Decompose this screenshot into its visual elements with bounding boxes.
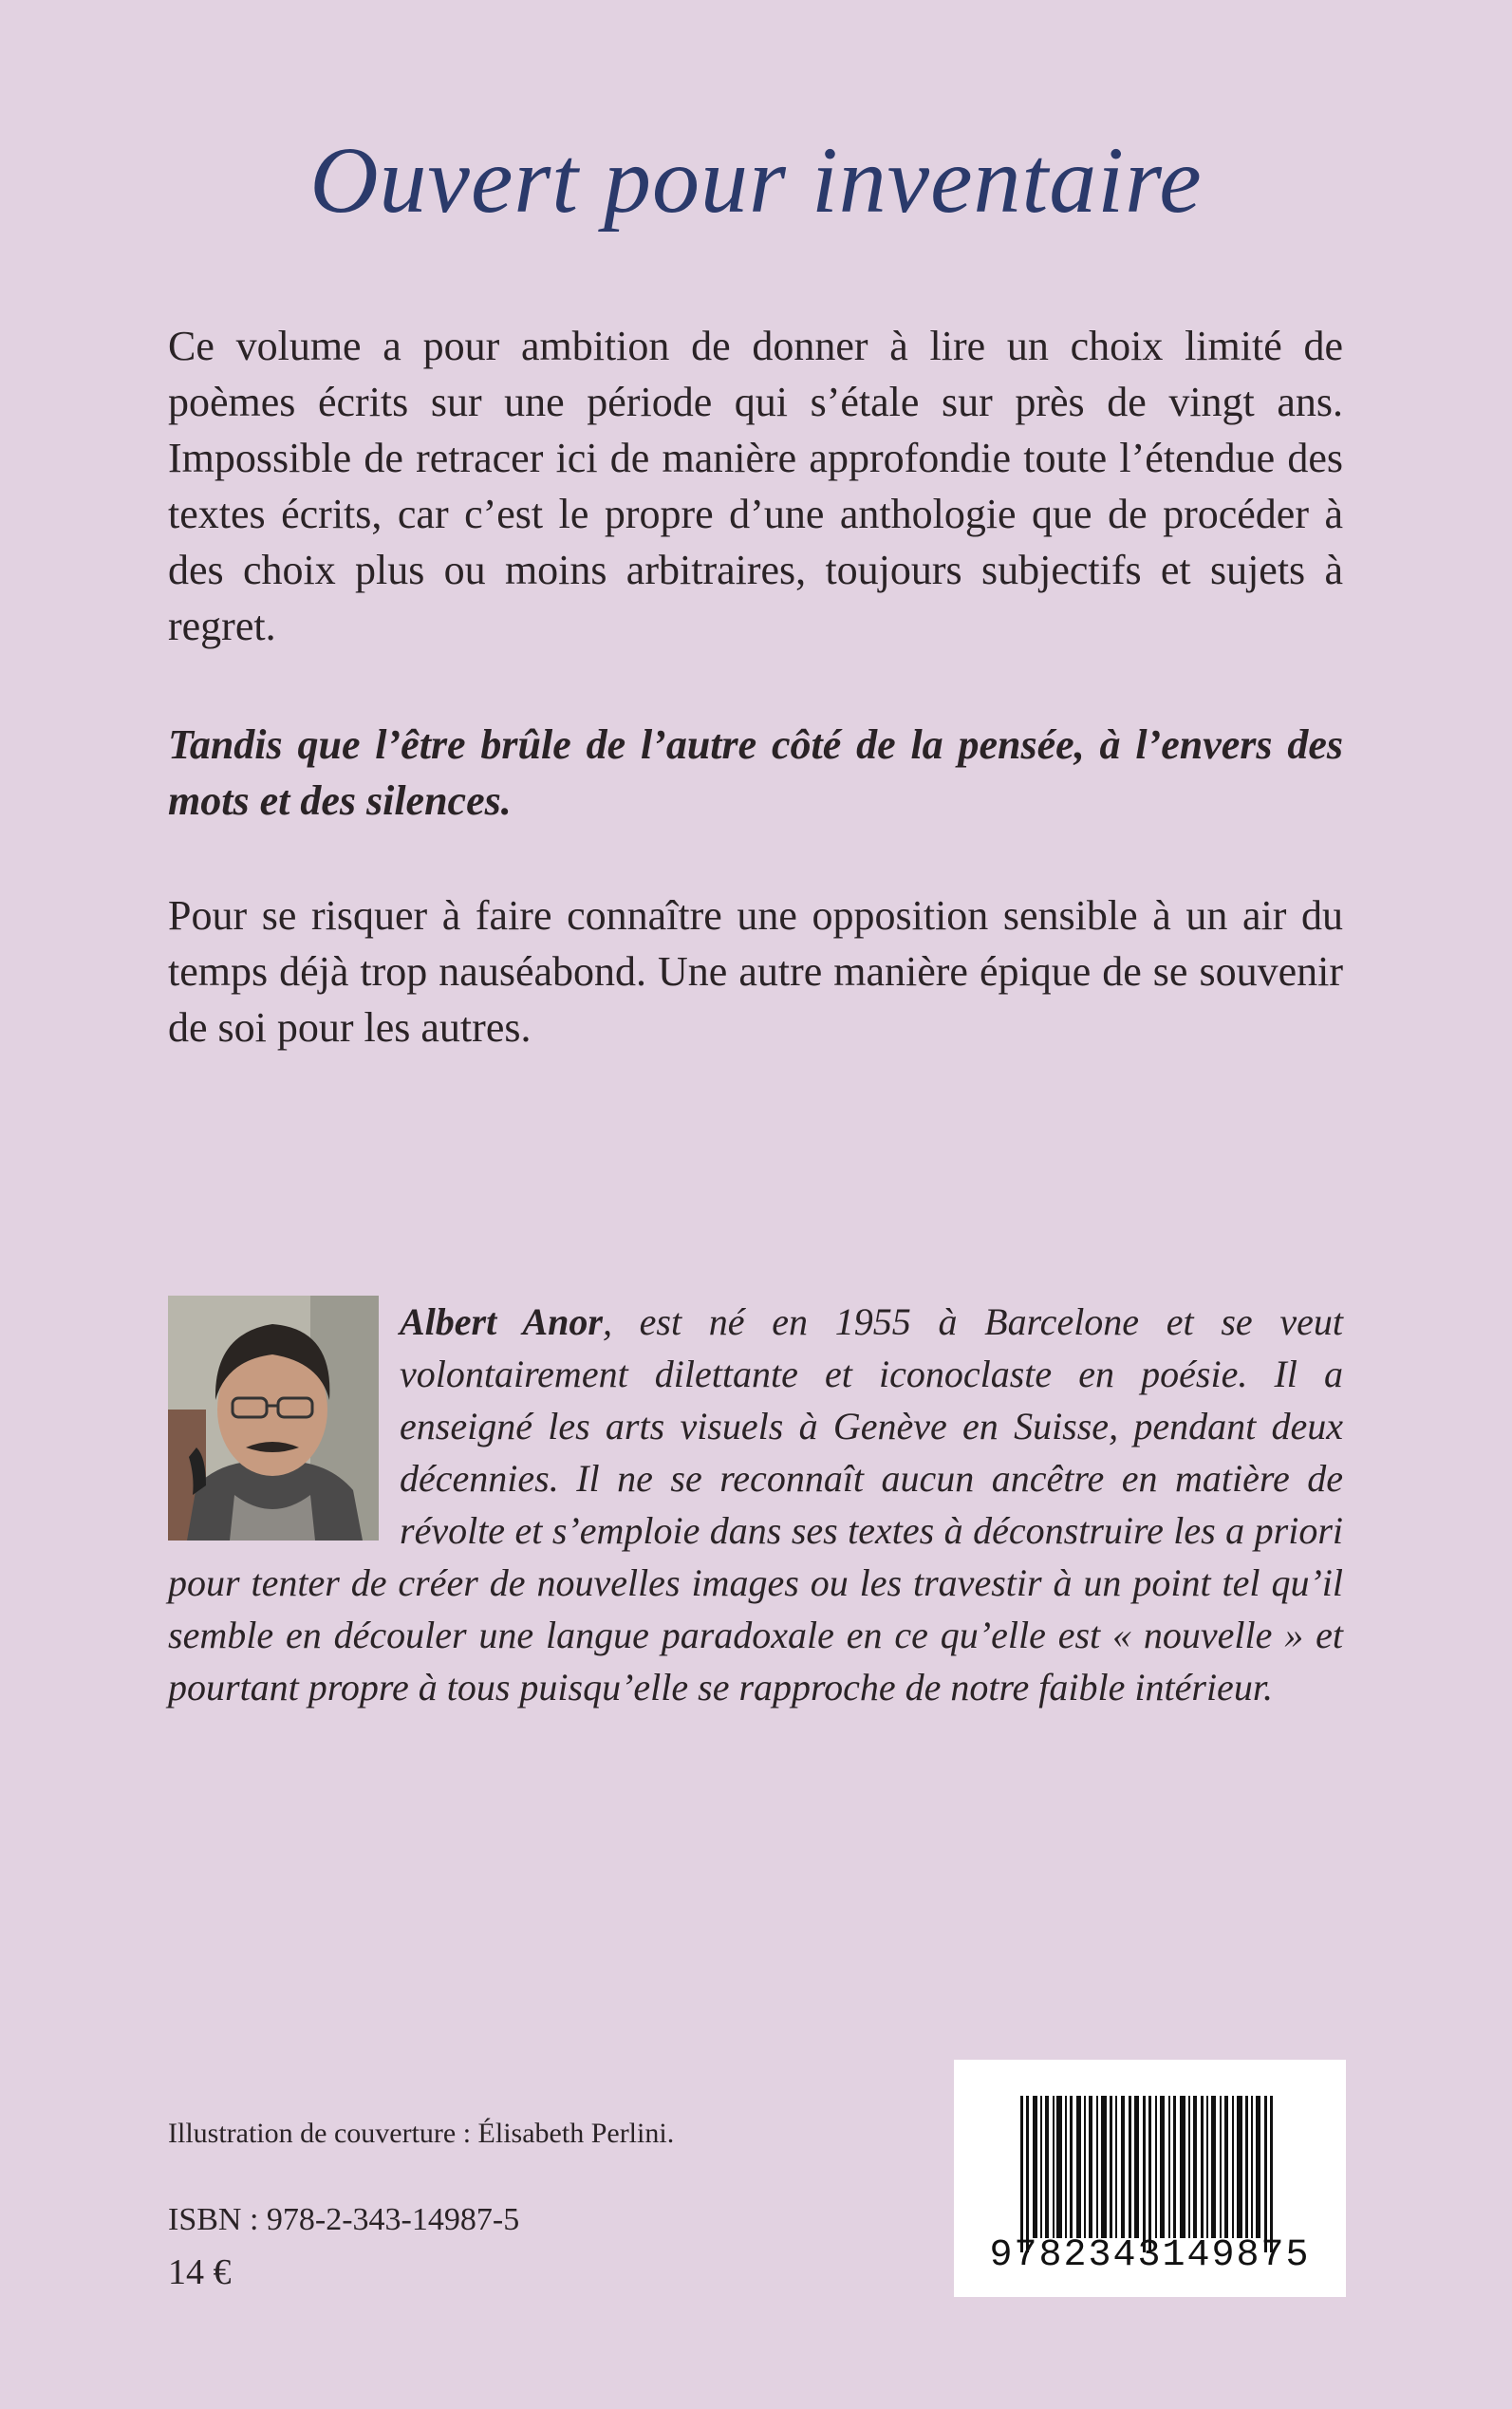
barcode bbox=[954, 2060, 1346, 2297]
author-name: Albert Anor bbox=[400, 1300, 603, 1343]
book-title: Ouvert pour inventaire bbox=[309, 127, 1203, 233]
description-paragraph-1: Ce volume a pour ambition de donner à lire un choix limité de poèmes écrits sur une période qui s’étale sur près de vingt ans. Impossible de retracer ici de manière approfondie toute l’étendue des textes écrits, car c’est le propre d’une anthologie que de procéder à des choix plus ou moins arbitraires, toujours subjectifs et sujets à regret. bbox=[168, 323, 1343, 649]
illustration-credit: Illustration de couverture : Élisabeth Perlini. bbox=[168, 2118, 675, 2149]
author-bio bbox=[168, 1296, 1343, 1713]
description-paragraph-3: Pour se risquer à faire connaître une opposition sensible à un air du temps déjà trop nauséabond. Une autre manière épique de se souvenir de soi pour les autres. bbox=[168, 892, 1343, 1051]
author-photo bbox=[168, 1296, 379, 1541]
description-quote: Tandis que l’être brûle de l’autre côté de la pensée, à l’envers des mots et des silences. bbox=[168, 721, 1343, 824]
isbn: ISBN : 978-2-343-14987-5 bbox=[168, 2202, 520, 2237]
author-bio-text: , est né en 1955 à Barcelone et se veut volontairement dilettante et iconoclaste en poésie. Il a enseigné les arts visuels à Genève en Suisse, pendant deux décennies. Il ne se reconnaît aucun ancêtre en matière de révolte et s’emploie dans ses textes à déconstruire les a priori pour tenter de créer de nouvelles images ou les travestir à un point tel qu’il semble en découler une langue paradoxale en ce qu’elle est « nouvelle » et pourtant propre à tous puisqu’elle se rapproche de notre faible intérieur. bbox=[168, 1300, 1344, 1709]
barcode-digits: 9782343149875 bbox=[989, 2234, 1311, 2277]
price: 14 € bbox=[168, 2252, 232, 2292]
